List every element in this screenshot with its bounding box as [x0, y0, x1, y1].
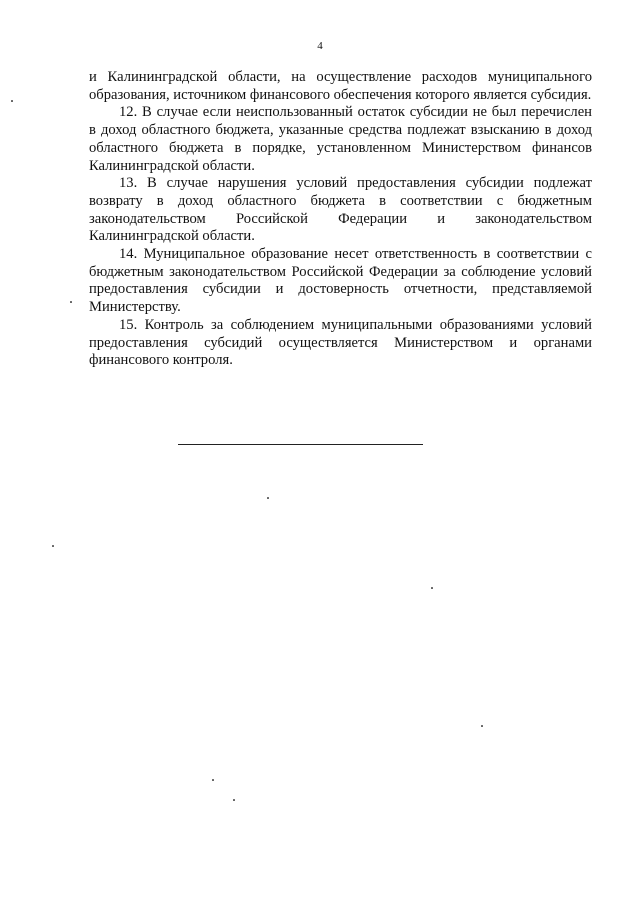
- paragraph-15: 15. Контроль за соблюдением муниципальными образованиями условий предоставления субсидий осуществляется Министерством и органами финансового контроля.: [89, 316, 592, 369]
- scan-speck: [11, 100, 13, 102]
- paragraph-14: 14. Муниципальное образование несет ответственность в соответствии с бюджетным законодательством Российской Федерации за соблюдение условий предоставления субсидии и достоверность отчетности, представляемой Министерству.: [89, 246, 592, 316]
- scan-speck: [233, 799, 235, 801]
- paragraph-continuation: и Калининградской области, на осуществление расходов муниципального образования, источником финансового обеспечения которого является субсидия.: [89, 69, 592, 103]
- scan-speck: [52, 545, 54, 547]
- scan-speck: [267, 497, 269, 499]
- scan-speck: [431, 587, 433, 589]
- page-number: 4: [317, 40, 323, 52]
- scan-speck: [212, 779, 214, 781]
- scan-speck: [70, 301, 72, 303]
- end-separator-line: [178, 444, 423, 445]
- paragraph-13: 13. В случае нарушения условий предоставления субсидии подлежат возврату в доход областного бюджета в соответствии с бюджетным законодательством Российской Федерации и законодательством Калининградской области.: [89, 175, 592, 245]
- scan-speck: [481, 725, 483, 727]
- document-body: [89, 69, 592, 370]
- paragraph-12: 12. В случае если неиспользованный остаток субсидии не был перечислен в доход областного бюджета, указанные средства подлежат взысканию в доход областного бюджета в порядке, установленном Министерством финансов Калининградской области.: [89, 104, 592, 174]
